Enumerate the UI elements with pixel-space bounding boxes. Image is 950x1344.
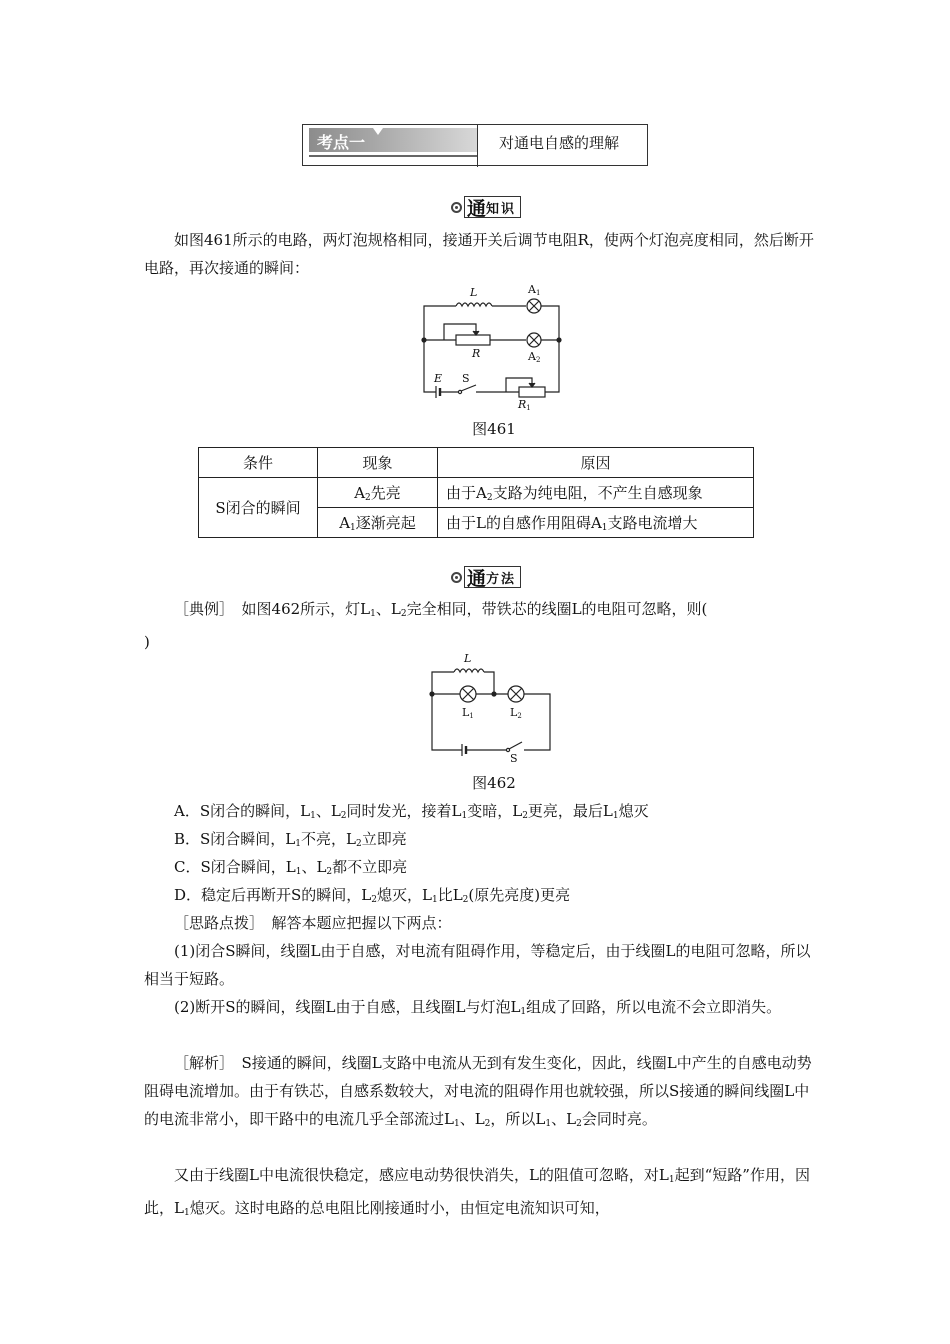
inductor-coil bbox=[454, 669, 484, 672]
topic-header bbox=[302, 124, 648, 166]
topic-tag bbox=[309, 128, 477, 152]
table-header: 条件 bbox=[199, 448, 318, 478]
middle-branch bbox=[424, 324, 559, 347]
notch-icon bbox=[373, 128, 383, 135]
resistor-r1 bbox=[519, 387, 545, 397]
topic-tag-label: 考点一 bbox=[317, 133, 366, 152]
table-row bbox=[199, 478, 754, 508]
circuit-figure-461 bbox=[414, 282, 574, 412]
label-R: R bbox=[472, 347, 481, 360]
example-paragraph: ［典例］ 如图462所示，灯$L_1$、$L_2$完全相同，带铁芯的线圈L的电阻可忽略，则( ) bbox=[144, 600, 708, 651]
badge-big: 通 bbox=[467, 197, 487, 220]
table-cell: $A_2$先亮 bbox=[318, 478, 438, 508]
inductor-coil bbox=[456, 303, 492, 306]
label-L: L bbox=[470, 286, 478, 299]
label-S: S bbox=[462, 372, 470, 385]
switch-s bbox=[461, 385, 476, 391]
intro-paragraph: 如图461所示的电路，两灯泡规格相同，接通开关后调节电阻R，使两个灯泡亮度相同，然后断开电路，再次接通的瞬间： bbox=[144, 231, 814, 277]
figure-caption-462: 图462 bbox=[472, 774, 516, 792]
option-c: C．S闭合瞬间，$L_1$、$L_2$都不立即亮 bbox=[174, 858, 408, 877]
label-E: E bbox=[434, 372, 443, 385]
switch-s bbox=[509, 742, 522, 749]
option-a: A．S闭合的瞬间，$L_1$、$L_2$同时发光，接着$L_1$变暗，$L_2$更亮，最后$L_1$熄灭 bbox=[174, 802, 649, 821]
badge-big: 通 bbox=[467, 567, 487, 590]
badge-small: 知识 bbox=[486, 201, 517, 217]
analysis-paragraph-1: ［解析］ S接通的瞬间，线圈L支路中电流从无到有发生变化，因此，线圈L中产生的自感电动势阻碍电流增加。由于有铁芯，自感系数较大，对电流的阻碍作用也就较强，所以S接通的瞬间线圈L中的电流非常小，即干路中的电流几乎全部流过$L_1$、$L_2$，所以$L_1$、$L_2$会同时亮。 bbox=[144, 1054, 812, 1129]
figure-caption-461: 图461 bbox=[472, 420, 516, 438]
bottom-branch bbox=[424, 340, 559, 398]
hint-point-1: (1)闭合S瞬间，线圈L由于自感，对电流有阻碍作用，等稳定后，由于线圈L的电阻可忽略，所以相当于短路。 bbox=[144, 942, 811, 988]
divider bbox=[309, 155, 477, 157]
label-R1: R1 bbox=[518, 398, 531, 412]
label-L1: L1 bbox=[462, 706, 474, 720]
label-A2: A2 bbox=[528, 350, 541, 364]
table-cell-condition: S闭合的瞬间 bbox=[199, 478, 318, 538]
label-A1: A1 bbox=[528, 283, 541, 297]
bullet-icon bbox=[451, 572, 462, 583]
analysis-paragraph-2: 又由于线圈L中电流很快稳定，感应电动势很快消失，L的阻值可忽略，对$L_1$起到“短路”作用，因此，$L_1$熄灭。这时电路的总电阻比刚接通时小，由恒定电流知识可知， bbox=[144, 1166, 810, 1218]
option-d: D．稳定后再断开S的瞬间，$L_2$熄灭，$L_1$比$L_2$(原先亮度)更亮 bbox=[174, 886, 571, 905]
divider bbox=[477, 125, 478, 167]
label-L: L bbox=[464, 652, 472, 665]
conditions-table bbox=[198, 447, 754, 538]
section-badge-method bbox=[451, 566, 521, 588]
circuit-figure-462 bbox=[422, 650, 562, 762]
hint-point-2: (2)断开S的瞬间，线圈L由于自感，且线圈L与灯泡$L_1$组成了回路，所以电流不会立即消失。 bbox=[174, 998, 782, 1017]
table-cell: 由于$A_2$支路为纯电阻，不产生自感现象 bbox=[438, 478, 754, 508]
table-header-row bbox=[199, 448, 754, 478]
option-b: B．S闭合瞬间，$L_1$不亮，$L_2$立即亮 bbox=[174, 830, 407, 849]
topic-title: 对通电自感的理解 bbox=[499, 134, 620, 152]
hint-title: ［思路点拨］ 解答本题应把握以下两点： bbox=[174, 914, 452, 932]
badge-small: 方法 bbox=[486, 571, 517, 587]
table-header: 现象 bbox=[318, 448, 438, 478]
bullet-icon bbox=[451, 202, 462, 213]
table-cell: $A_1$逐渐亮起 bbox=[318, 508, 438, 538]
resistor-r bbox=[456, 335, 490, 345]
label-S: S bbox=[510, 752, 518, 762]
label-L2: L2 bbox=[510, 706, 522, 720]
table-cell: 由于L的自感作用阻碍$A_1$支路电流增大 bbox=[438, 508, 754, 538]
table-header: 原因 bbox=[438, 448, 754, 478]
section-badge-knowledge bbox=[451, 196, 521, 218]
